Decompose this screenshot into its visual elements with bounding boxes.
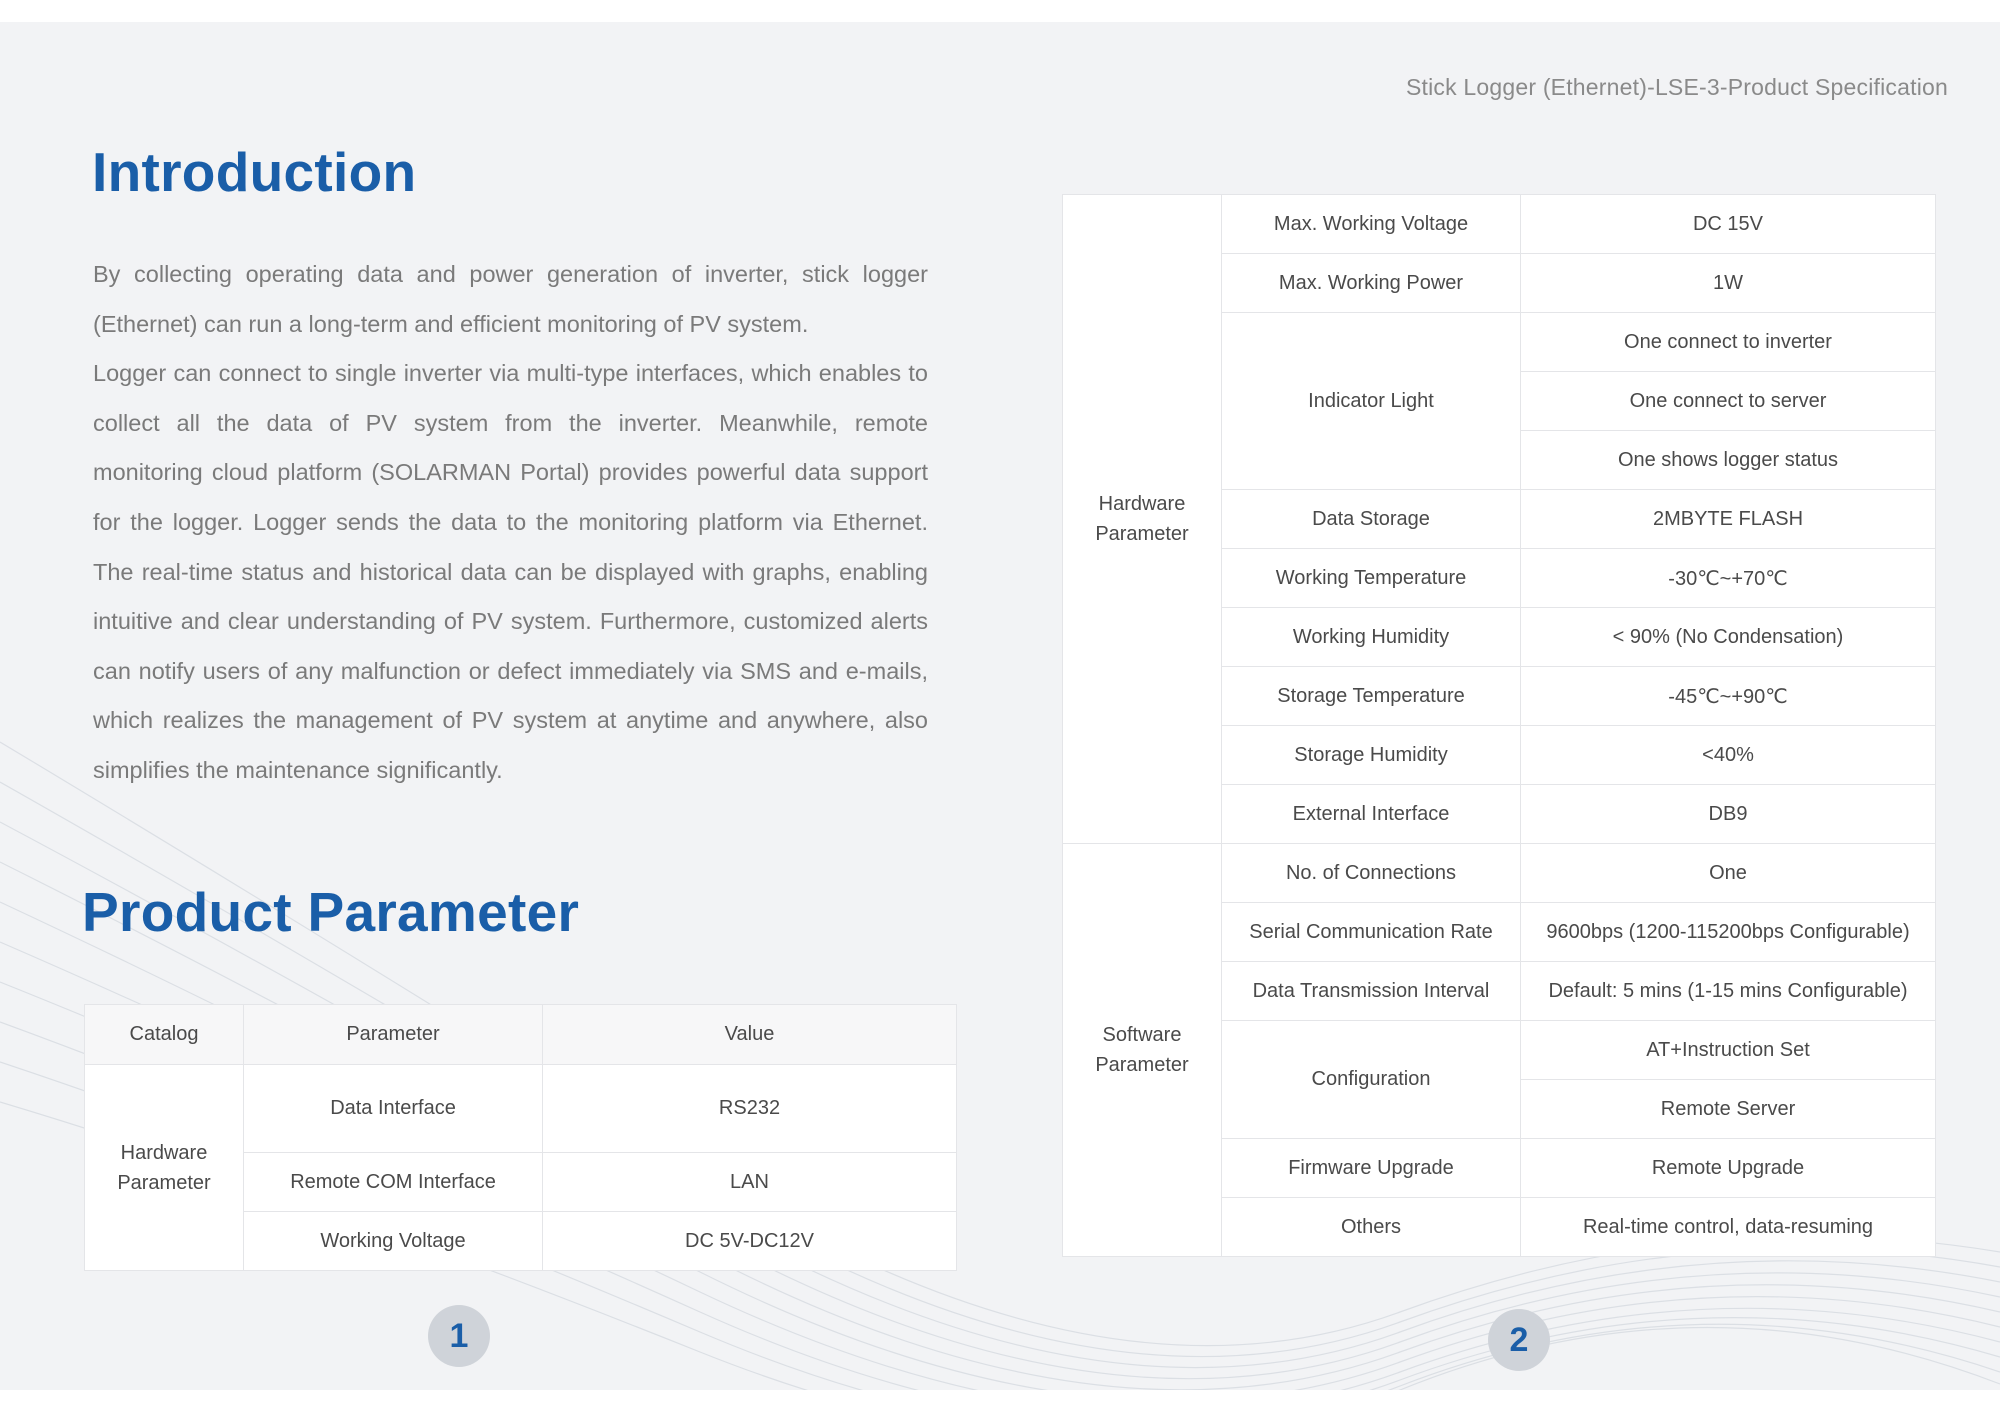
value-cell: AT+Instruction Set — [1521, 1021, 1936, 1080]
value-cell: LAN — [543, 1153, 957, 1212]
param-cell: Data Interface — [244, 1065, 543, 1153]
page-number-1: 1 — [428, 1305, 490, 1367]
document-header-title: Stick Logger (Ethernet)-LSE-3-Product Specification — [1405, 74, 1948, 100]
intro-paragraph-1: By collecting operating data and power generation of inverter, stick logger (Ethernet) can run a long-term and efficient monitoring of PV system. — [93, 261, 928, 337]
param-cell: Working Temperature — [1222, 549, 1521, 608]
value-cell: 1W — [1521, 254, 1936, 313]
value-cell: <40% — [1521, 726, 1936, 785]
param-cell: Data Storage — [1222, 490, 1521, 549]
param-cell: Max. Working Voltage — [1222, 195, 1521, 254]
specification-table — [1062, 194, 1936, 1257]
value-cell: -45℃~+90℃ — [1521, 667, 1936, 726]
table-row — [85, 1065, 957, 1153]
value-cell: DC 5V-DC12V — [543, 1212, 957, 1271]
param-cell: Firmware Upgrade — [1222, 1139, 1521, 1198]
introduction-heading: Introduction — [92, 141, 417, 203]
param-cell: No. of Connections — [1222, 844, 1521, 903]
param-cell: Serial Communication Rate — [1222, 903, 1521, 962]
param-cell: Others — [1222, 1198, 1521, 1257]
header-value: Value — [543, 1005, 957, 1065]
header-catalog: Catalog — [85, 1005, 244, 1065]
product-parameter-table — [84, 1004, 957, 1271]
catalog-hardware: Hardware Parameter — [1063, 195, 1222, 844]
table-row — [1063, 844, 1936, 903]
value-cell: 9600bps (1200-115200bps Configurable) — [1521, 903, 1936, 962]
param-cell: Indicator Light — [1222, 313, 1521, 490]
value-cell: Remote Server — [1521, 1080, 1936, 1139]
page — [0, 22, 2000, 1390]
value-cell: Remote Upgrade — [1521, 1139, 1936, 1198]
value-cell: DB9 — [1521, 785, 1936, 844]
table-row — [1063, 195, 1936, 254]
value-cell: RS232 — [543, 1065, 957, 1153]
param-cell: Configuration — [1222, 1021, 1521, 1139]
product-parameter-heading: Product Parameter — [82, 881, 580, 943]
catalog-software: Software Parameter — [1063, 844, 1222, 1257]
value-cell: < 90% (No Condensation) — [1521, 608, 1936, 667]
value-cell: -30℃~+70℃ — [1521, 549, 1936, 608]
param-cell: Data Transmission Interval — [1222, 962, 1521, 1021]
value-cell: Real-time control, data-resuming — [1521, 1198, 1936, 1257]
param-cell: Remote COM Interface — [244, 1153, 543, 1212]
param-cell: Working Voltage — [244, 1212, 543, 1271]
value-cell: One — [1521, 844, 1936, 903]
value-cell: DC 15V — [1521, 195, 1936, 254]
value-cell: One connect to inverter — [1521, 313, 1936, 372]
page-number-2: 2 — [1488, 1309, 1550, 1371]
header-parameter: Parameter — [244, 1005, 543, 1065]
param-cell: Storage Temperature — [1222, 667, 1521, 726]
table-header-row — [85, 1005, 957, 1065]
catalog-hardware: Hardware Parameter — [85, 1065, 244, 1271]
param-cell: Max. Working Power — [1222, 254, 1521, 313]
introduction-text — [93, 250, 928, 796]
value-cell: Default: 5 mins (1-15 mins Configurable) — [1521, 962, 1936, 1021]
value-cell: One shows logger status — [1521, 431, 1936, 490]
param-cell: Working Humidity — [1222, 608, 1521, 667]
intro-paragraph-2: Logger can connect to single inverter via multi-type interfaces, which enables to collect all the data of PV system from the inverter. Meanwhile, remote monitoring cloud platform (SOLARMAN Portal) provides powerful data support for the logger. Logger sends the data to the monitoring platform via Ethernet. The real-time status and historical data can be displayed with graphs, enabling intuitive and clear understanding of PV system. Furthermore, customized alerts can notify users of any malfunction or defect immediately via SMS and e-mails, which realizes the management of PV system at anytime and anywhere, also simplifies the maintenance significantly. — [93, 360, 928, 783]
value-cell: 2MBYTE FLASH — [1521, 490, 1936, 549]
param-cell: External Interface — [1222, 785, 1521, 844]
value-cell: One connect to server — [1521, 372, 1936, 431]
param-cell: Storage Humidity — [1222, 726, 1521, 785]
